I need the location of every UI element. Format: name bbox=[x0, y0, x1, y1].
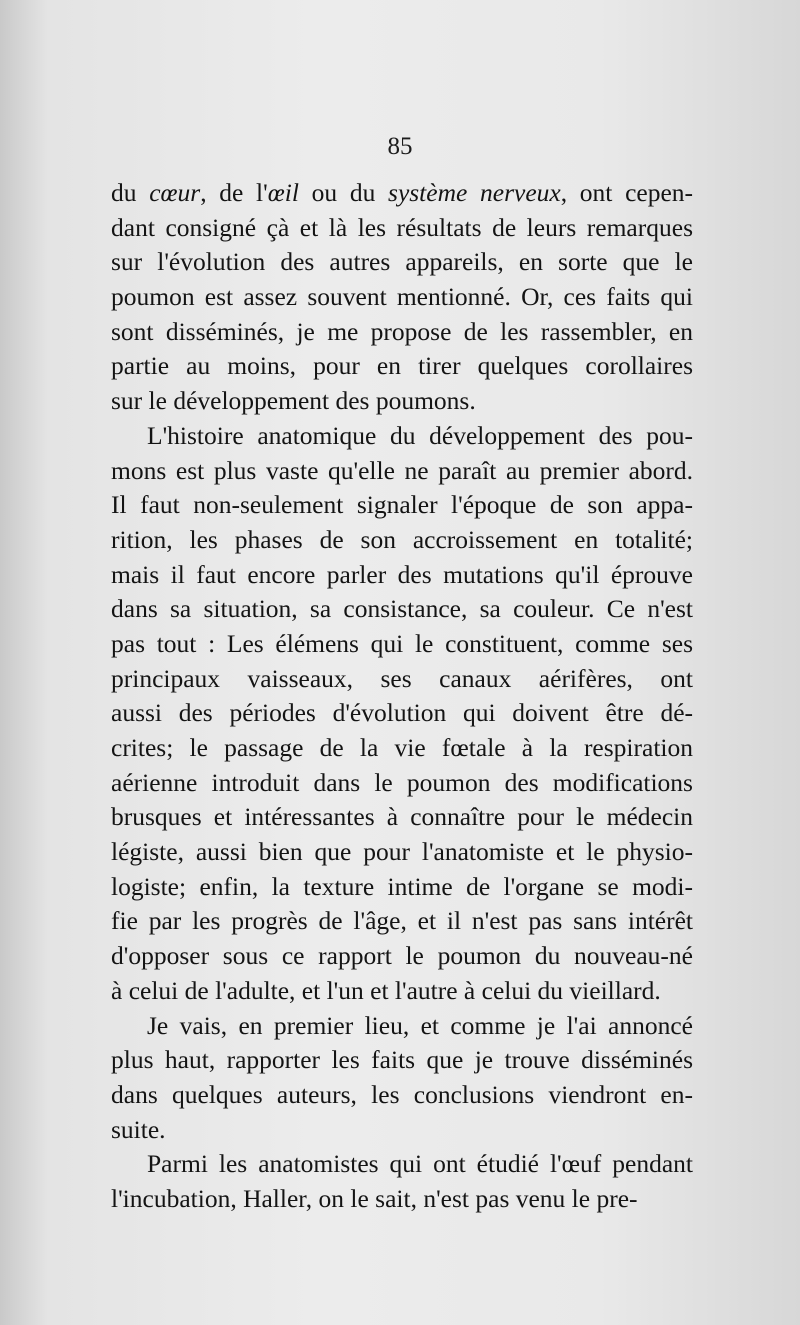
text-line bbox=[111, 454, 693, 489]
text-segment: mais il faut encore parler des mutations qu'il éprouve bbox=[111, 559, 693, 589]
text-line bbox=[111, 939, 693, 974]
text-line bbox=[111, 419, 693, 454]
body-text bbox=[111, 176, 693, 1217]
text-line bbox=[111, 1182, 693, 1217]
text-line bbox=[111, 523, 693, 558]
italic-term: cœur bbox=[149, 178, 201, 207]
text-line bbox=[111, 766, 693, 801]
text-segment: légiste, aussi bien que pour l'anatomiste et le physio- bbox=[111, 837, 693, 867]
paragraph bbox=[111, 1009, 693, 1148]
text-line bbox=[111, 349, 693, 384]
text-line bbox=[111, 315, 693, 350]
text-segment: plus haut, rapporter les faits que je trouve disséminés bbox=[111, 1045, 693, 1075]
text-segment: ou du bbox=[298, 178, 389, 207]
text-segment: l'incubation, Haller, on le sait, n'est pas venu le pre- bbox=[111, 1183, 638, 1213]
text-line bbox=[111, 245, 693, 280]
text-line bbox=[111, 904, 693, 939]
text-line bbox=[111, 1147, 693, 1182]
text-segment: partie au moins, pour en tirer quelques corollaires bbox=[111, 351, 693, 381]
paragraph bbox=[111, 1147, 693, 1216]
text-line bbox=[111, 1043, 693, 1078]
text-line bbox=[111, 662, 693, 697]
text-segment: principaux vaisseaux, ses canaux aérifères, ont bbox=[111, 663, 693, 693]
text-segment: du bbox=[111, 178, 150, 207]
text-segment: sont disséminés, je me propose de les rassembler, en bbox=[111, 316, 693, 346]
text-segment: sur le développement des poumons. bbox=[111, 386, 476, 416]
text-segment: crites; le passage de la vie fœtale à la respiration bbox=[111, 733, 693, 762]
text-segment: poumon est assez souvent mentionné. Or, ces faits qui bbox=[111, 282, 693, 312]
text-line bbox=[111, 176, 693, 211]
text-segment: , ont cepen- bbox=[560, 178, 694, 207]
text-line bbox=[111, 696, 693, 731]
italic-term: système nerveux bbox=[388, 178, 561, 207]
text-line bbox=[111, 1078, 693, 1113]
text-segment: mons est plus vaste qu'elle ne paraît au premier abord. bbox=[111, 455, 693, 485]
text-segment: Parmi les anatomistes qui ont étudié l'œuf pendant bbox=[147, 1149, 693, 1179]
text-segment: d'opposer sous ce rapport le poumon du nouveau-né bbox=[111, 941, 693, 971]
text-segment: à celui de l'adulte, et l'un et l'autre à celui du vieillard. bbox=[111, 975, 661, 1005]
text-segment: aussi des périodes d'évolution qui doivent être dé- bbox=[111, 698, 693, 728]
text-segment: Il faut non-seulement signaler l'époque de son appa- bbox=[111, 490, 693, 520]
text-segment: suite. bbox=[111, 1114, 166, 1144]
text-segment: Je vais, en premier lieu, et comme je l'ai annoncé bbox=[147, 1010, 693, 1040]
text-segment: brusques et intéressantes à connaître pour le médecin bbox=[111, 802, 693, 832]
italic-term: œil bbox=[267, 178, 299, 207]
text-segment: aérienne introduit dans le poumon des modifications bbox=[111, 767, 693, 797]
text-line bbox=[111, 1009, 693, 1044]
text-line bbox=[111, 488, 693, 523]
page-number: 85 bbox=[387, 133, 413, 160]
text-segment: dans quelques auteurs, les conclusions viendront en- bbox=[111, 1079, 693, 1109]
text-segment: pas tout : Les élémens qui le constituent, comme ses bbox=[111, 628, 693, 658]
text-line bbox=[111, 1113, 693, 1148]
text-line bbox=[111, 870, 693, 905]
text-segment: L'histoire anatomique du développement des pou- bbox=[147, 420, 693, 450]
text-line bbox=[111, 974, 693, 1009]
text-line bbox=[111, 800, 693, 835]
text-segment: sur l'évolution des autres appareils, en sorte que le bbox=[111, 247, 693, 277]
text-line bbox=[111, 835, 693, 870]
text-line bbox=[111, 731, 693, 766]
text-line bbox=[111, 558, 693, 593]
text-line bbox=[111, 592, 693, 627]
text-line bbox=[111, 211, 693, 246]
text-segment: rition, les phases de son accroissement en totalité; bbox=[111, 524, 693, 554]
text-line bbox=[111, 384, 693, 419]
text-segment: dant consigné çà et là les résultats de leurs remarques bbox=[111, 212, 693, 242]
paragraph bbox=[111, 419, 693, 1009]
text-segment: fie par les progrès de l'âge, et il n'est pas sans intérêt bbox=[111, 906, 693, 936]
text-segment: , de l' bbox=[200, 178, 268, 207]
text-segment: dans sa situation, sa consistance, sa couleur. Ce n'est bbox=[111, 594, 693, 624]
text-line bbox=[111, 627, 693, 662]
text-line bbox=[111, 280, 693, 315]
paragraph bbox=[111, 176, 693, 419]
text-segment: logiste; enfin, la texture intime de l'organe se modi- bbox=[111, 871, 693, 901]
